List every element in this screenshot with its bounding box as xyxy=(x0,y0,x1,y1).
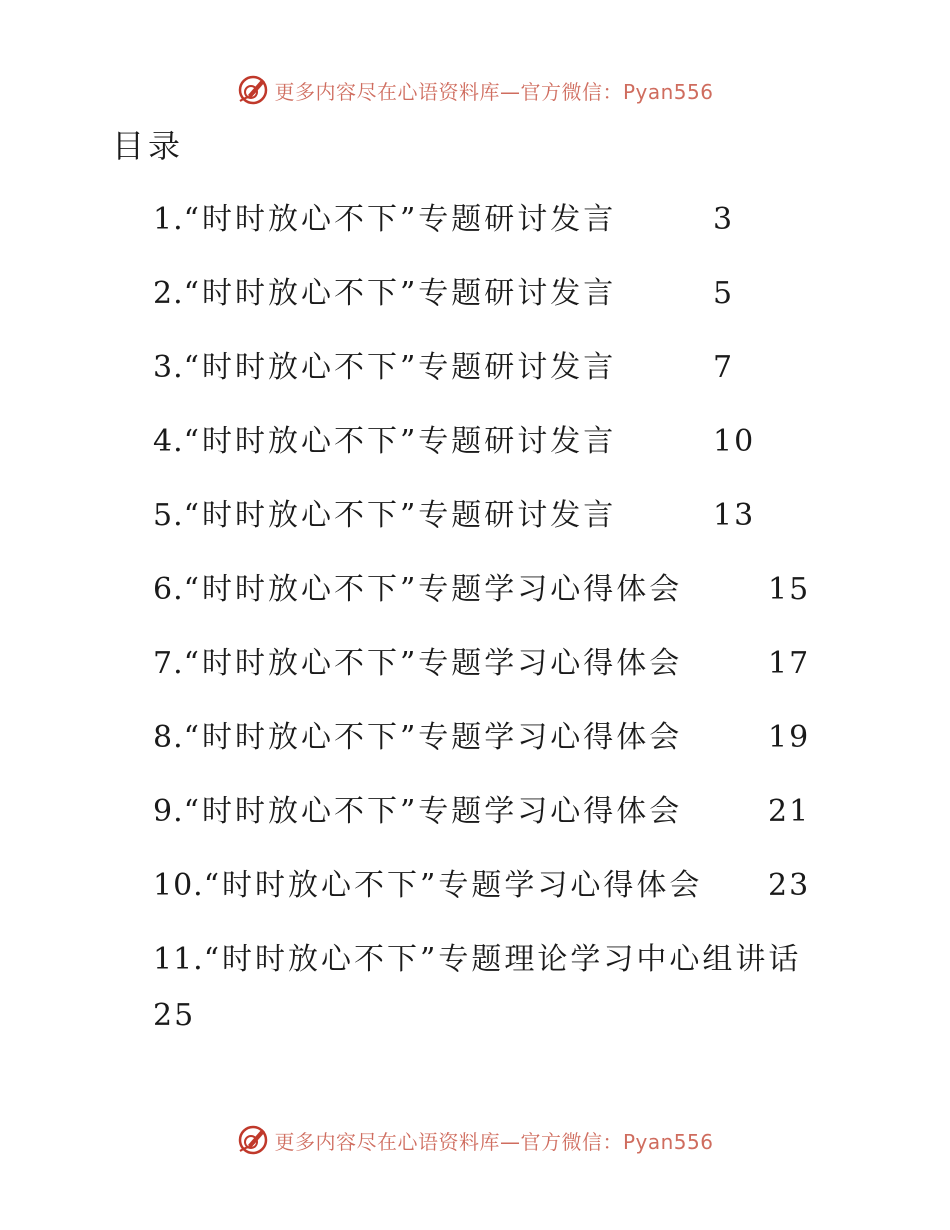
toc-item-number: 6. xyxy=(153,572,184,607)
toc-item-title: “时时放心不下”专题研讨发言 xyxy=(183,350,617,385)
toc-item-number: 5. xyxy=(153,498,184,533)
toc-item-number: 10. xyxy=(153,868,204,903)
toc-item-title: “时时放心不下”专题学习心得体会 xyxy=(203,868,703,903)
toc-item-page: 13 xyxy=(713,498,756,533)
watermark-footer xyxy=(0,1120,950,1160)
toc-item-page: 23 xyxy=(768,868,811,903)
watermark-text: 更多内容尽在心语资料库—官方微信：Pyan556 xyxy=(274,1129,714,1154)
toc-item-title: “时时放心不下”专题学习心得体会 xyxy=(183,794,683,829)
toc-item xyxy=(153,274,735,314)
pen-logo-icon xyxy=(236,73,270,107)
toc-item xyxy=(153,792,811,832)
toc-item xyxy=(153,866,811,906)
toc-item-page: 15 xyxy=(768,572,811,607)
toc-item-title: “时时放心不下”专题研讨发言 xyxy=(183,276,617,311)
toc-item-page: 21 xyxy=(768,794,811,829)
toc-item xyxy=(153,570,811,610)
toc-item-number: 7. xyxy=(153,646,184,681)
toc-item-number: 9. xyxy=(153,794,184,829)
toc-item xyxy=(153,422,756,462)
toc-item-title: “时时放心不下”专题理论学习中心组讲话 xyxy=(203,942,802,977)
toc-item-page: 25 xyxy=(153,998,196,1033)
toc-item-page: 7 xyxy=(713,350,735,385)
toc-item-page: 19 xyxy=(768,720,811,755)
toc-item xyxy=(153,348,735,388)
toc-item-number: 2. xyxy=(153,276,184,311)
pen-logo-icon xyxy=(236,1123,270,1157)
toc-item-title: “时时放心不下”专题学习心得体会 xyxy=(183,572,683,607)
toc-item xyxy=(153,940,802,1033)
toc-item-number: 8. xyxy=(153,720,184,755)
toc-item-number: 3. xyxy=(153,350,184,385)
watermark-text: 更多内容尽在心语资料库—官方微信：Pyan556 xyxy=(274,79,714,104)
toc-item-title: “时时放心不下”专题研讨发言 xyxy=(183,202,617,237)
toc-item-number: 11. xyxy=(153,942,204,977)
toc-heading: 目录 xyxy=(112,127,185,165)
toc-item-title: “时时放心不下”专题学习心得体会 xyxy=(183,720,683,755)
toc-item-number: 1. xyxy=(153,202,184,237)
toc-item xyxy=(153,200,735,240)
toc-item-page: 5 xyxy=(713,276,735,311)
toc-item xyxy=(153,496,756,536)
toc-item-page: 3 xyxy=(713,202,735,237)
toc-item-title: “时时放心不下”专题学习心得体会 xyxy=(183,646,683,681)
toc-item xyxy=(153,718,811,758)
watermark-header xyxy=(0,70,950,110)
toc-item xyxy=(153,644,811,684)
toc-item-page: 17 xyxy=(768,646,811,681)
toc-item-number: 4. xyxy=(153,424,184,459)
toc-item-title: “时时放心不下”专题研讨发言 xyxy=(183,424,617,459)
toc-item-title: “时时放心不下”专题研讨发言 xyxy=(183,498,617,533)
toc-item-page: 10 xyxy=(713,424,756,459)
